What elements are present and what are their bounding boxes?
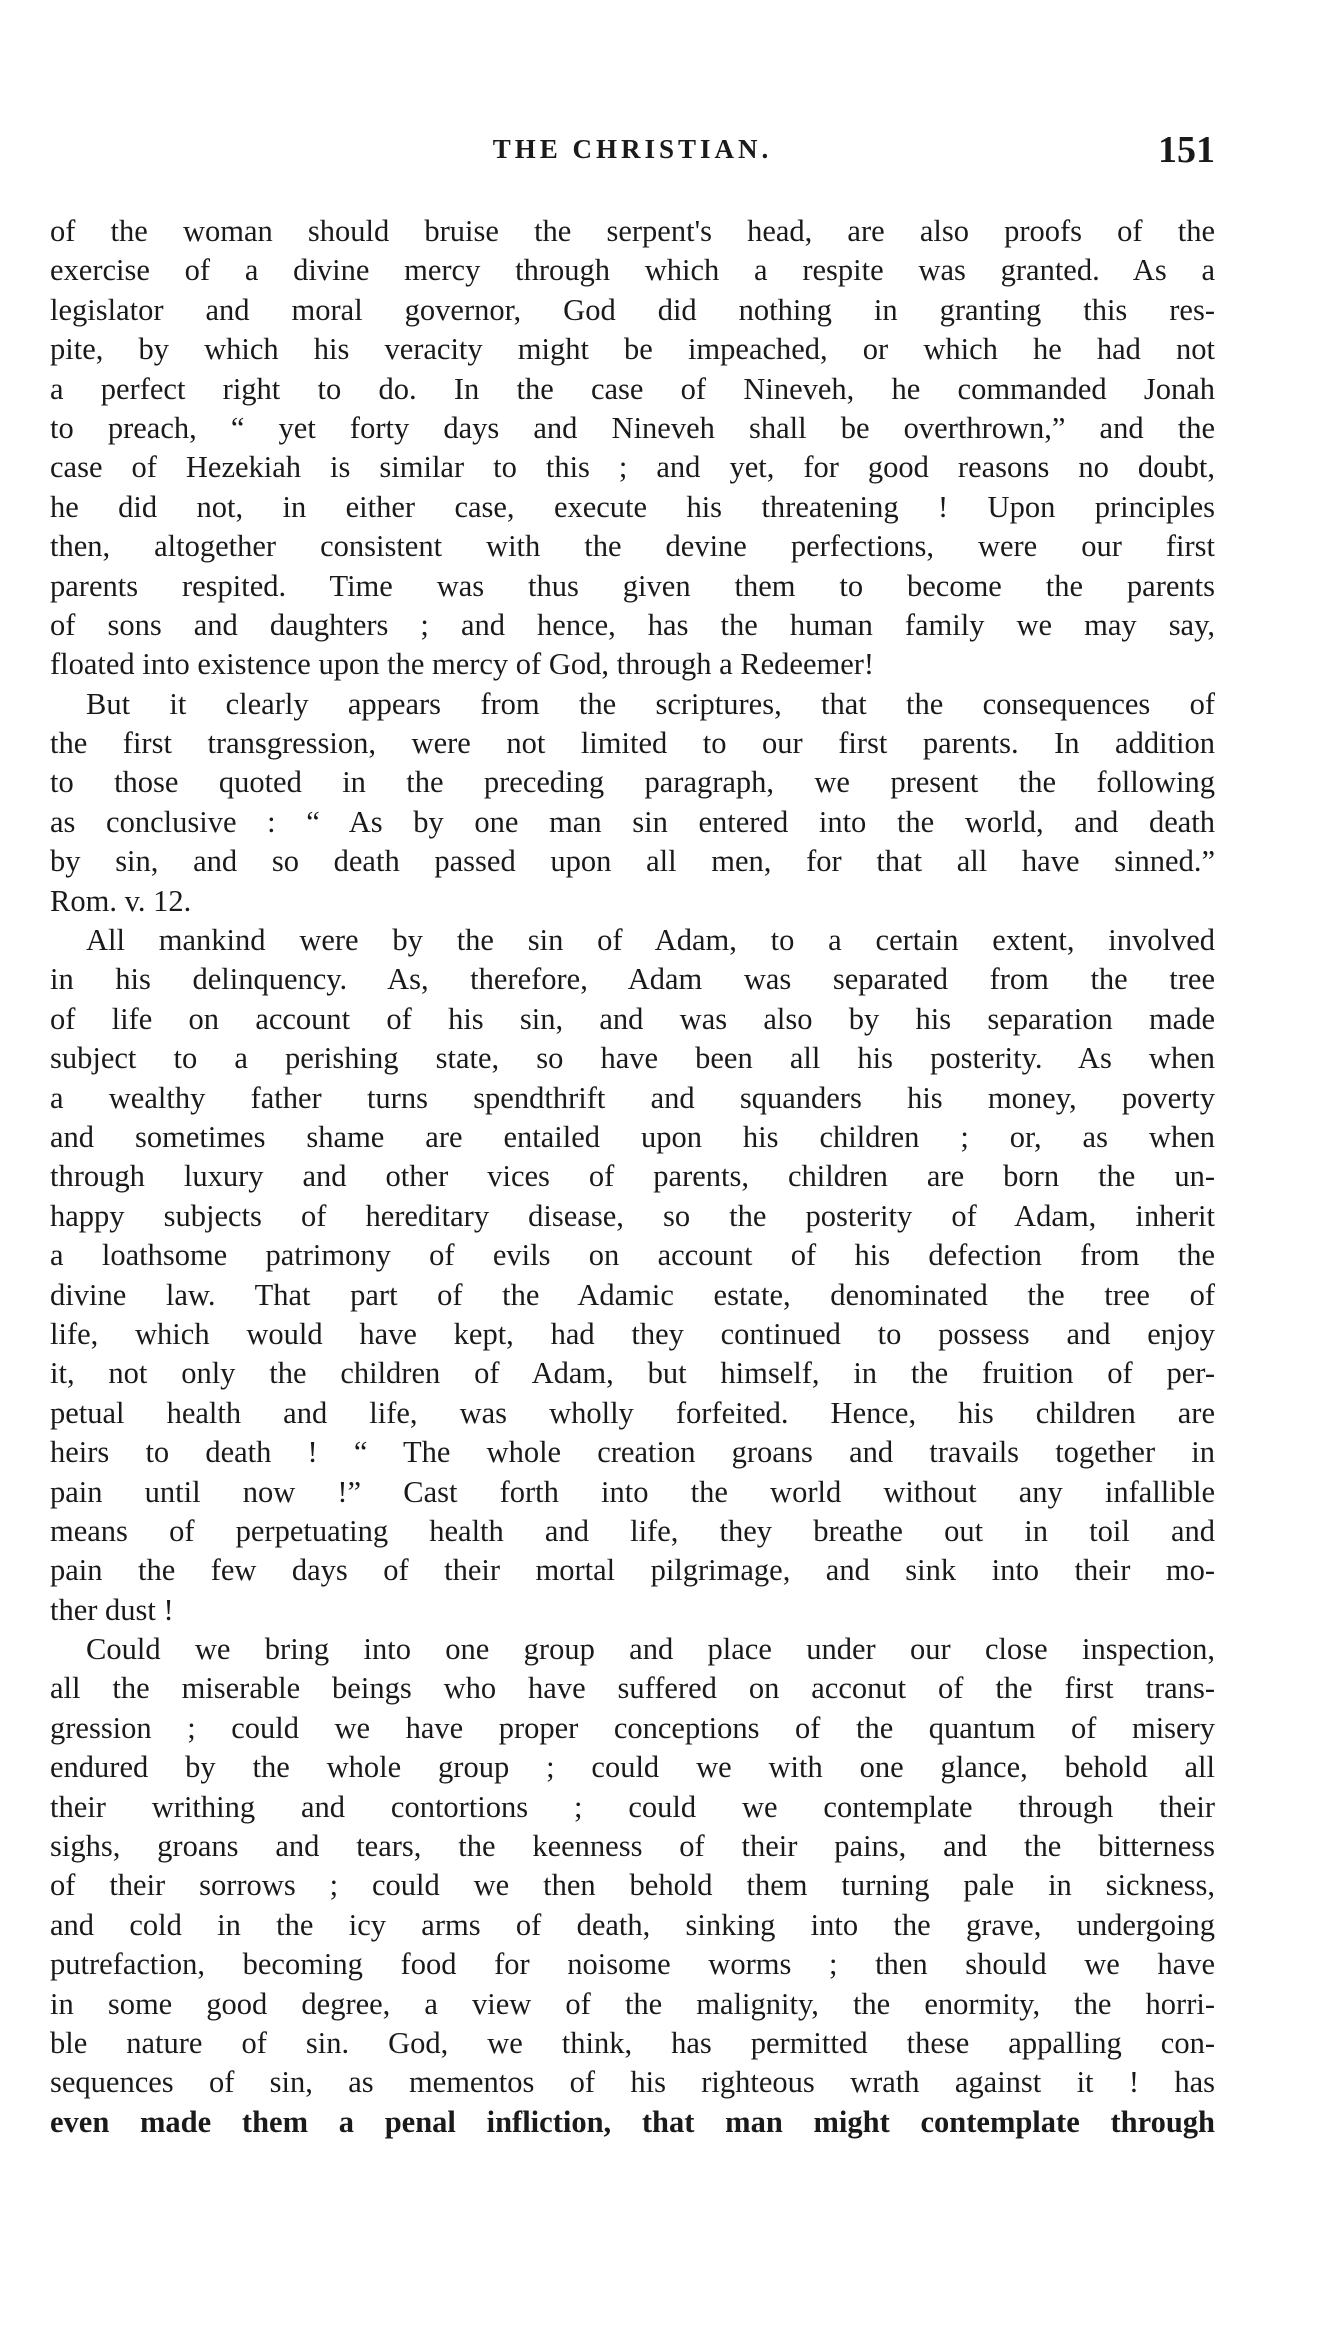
text-line: exercise of a divine mercy through which a respite was granted. As a [50, 253, 1215, 288]
text-line: in some good degree, a view of the malignity, the enormity, the horri- [50, 1986, 1215, 2021]
running-head [50, 128, 1215, 178]
text-line: by sin, and so death passed upon all men, for that all have sinned.” [50, 844, 1215, 879]
text-line: in his delinquency. As, therefore, Adam was separated from the tree [50, 962, 1215, 997]
text-line: pain the few days of their mortal pilgrimage, and sink into their mo- [50, 1553, 1215, 1588]
text-line: All mankind were by the sin of Adam, to a certain extent, involved [86, 923, 1215, 958]
text-line: life, which would have kept, had they continued to possess and enjoy [50, 1316, 1215, 1351]
text-line: a perfect right to do. In the case of Nineveh, he commanded Jonah [50, 371, 1215, 406]
text-line: of their sorrows ; could we then behold them turning pale in sickness, [50, 1868, 1215, 1903]
text-line: as conclusive : “ As by one man sin entered into the world, and death [50, 804, 1215, 839]
text-line: then, altogether consistent with the devine perfections, were our first [50, 529, 1215, 564]
text-line: of the woman should bruise the serpent's head, are also proofs of the [50, 214, 1215, 248]
text-line: pite, by which his veracity might be impeached, or which he had not [50, 332, 1215, 367]
text-line: a loathsome patrimony of evils on account of his defection from the [50, 1238, 1215, 1273]
text-line: sequences of sin, as mementos of his righteous wrath against it ! has [50, 2065, 1215, 2100]
text-line: happy subjects of hereditary disease, so the posterity of Adam, inherit [50, 1198, 1215, 1233]
text-line: and sometimes shame are entailed upon his children ; or, as when [50, 1119, 1215, 1154]
text-line: divine law. That part of the Adamic estate, denominated the tree of [50, 1277, 1215, 1312]
text-line: gression ; could we have proper conceptions of the quantum of misery [50, 1710, 1215, 1745]
text-line: pain until now !” Cast forth into the world without any infallible [50, 1474, 1215, 1509]
text-line: it, not only the children of Adam, but himself, in the fruition of per- [50, 1356, 1215, 1391]
text-line: their writhing and contortions ; could we contemplate through their [50, 1789, 1215, 1824]
text-line: through luxury and other vices of parents, children are born the un- [50, 1159, 1215, 1194]
text-line: But it clearly appears from the scriptures, that the consequences of [86, 686, 1215, 721]
text-line: Could we bring into one group and place under our close inspection, [86, 1632, 1215, 1667]
text-line: floated into existence upon the mercy of God, through a Redeemer! [50, 647, 875, 682]
text-line: a wealthy father turns spendthrift and squanders his money, poverty [50, 1080, 1215, 1115]
text-line: putrefaction, becoming food for noisome worms ; then should we have [50, 1947, 1215, 1982]
text-line: case of Hezekiah is similar to this ; and yet, for good reasons no doubt, [50, 450, 1215, 485]
text-line: sighs, groans and tears, the keenness of their pains, and the bitterness [50, 1829, 1215, 1864]
text-line: ther dust ! [50, 1592, 174, 1627]
text-line: legislator and moral governor, God did nothing in granting this res- [50, 292, 1215, 327]
running-title: THE CHRISTIAN. [492, 134, 773, 164]
text-line: to those quoted in the preceding paragraph, we present the following [50, 765, 1215, 800]
text-line: of sons and daughters ; and hence, has the human family we may say, [50, 607, 1215, 642]
text-line: he did not, in either case, execute his threatening ! Upon principles [50, 489, 1215, 524]
text-line: all the miserable beings who have suffered on acconut of the first trans- [50, 1671, 1215, 1706]
text-line: ble nature of sin. God, we think, has permitted these appalling con- [50, 2025, 1215, 2060]
text-line: endured by the whole group ; could we with one glance, behold all [50, 1750, 1215, 1785]
text-line: subject to a perishing state, so have been all his posterity. As when [50, 1041, 1215, 1076]
text-line: of life on account of his sin, and was also by his separation made [50, 1001, 1215, 1036]
text-line: and cold in the icy arms of death, sinking into the grave, undergoing [50, 1907, 1215, 1942]
text-line: heirs to death ! “ The whole creation groans and travails together in [50, 1435, 1215, 1470]
text-line: parents respited. Time was thus given them to become the parents [50, 568, 1215, 603]
text-line: Rom. v. 12. [50, 883, 192, 918]
body-text [50, 212, 1215, 2142]
text-line: to preach, “ yet forty days and Nineveh shall be overthrown,” and the [50, 410, 1215, 445]
text-line: petual health and life, was wholly forfeited. Hence, his children are [50, 1395, 1215, 1430]
text-line: even made them a penal infliction, that man might contemplate through [50, 2104, 1215, 2139]
text-line: the first transgression, were not limited to our first parents. In addition [50, 726, 1215, 761]
page-number: 151 [1158, 129, 1215, 171]
text-line: means of perpetuating health and life, they breathe out in toil and [50, 1513, 1215, 1548]
